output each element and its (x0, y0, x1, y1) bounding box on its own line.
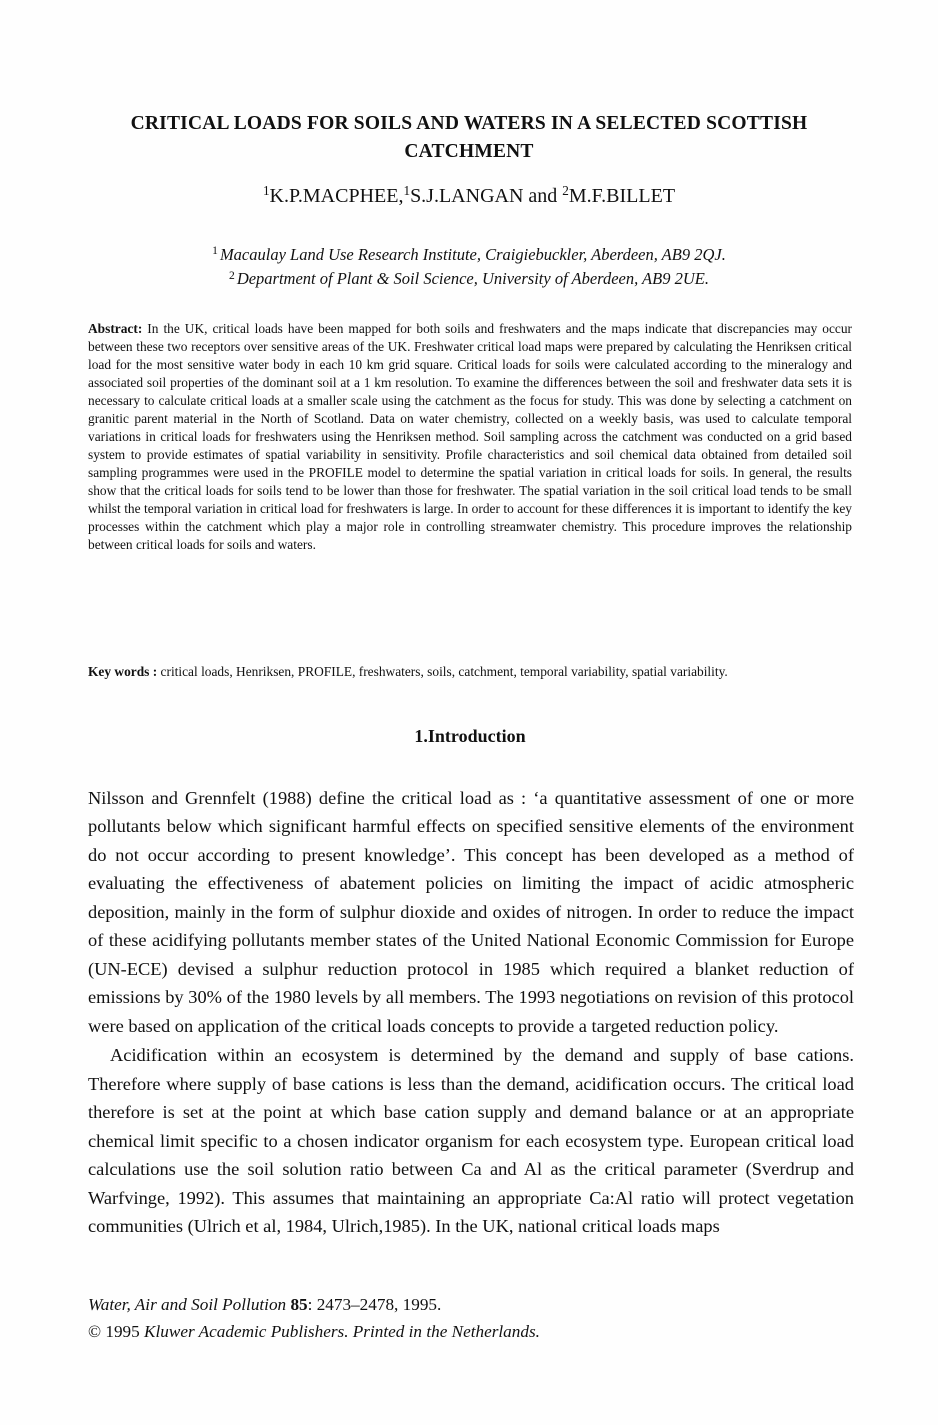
affiliation-block (88, 243, 850, 292)
keywords-text: critical loads, Henriksen, PROFILE, freshwaters, soils, catchment, temporal variability, spatial variability. (160, 664, 728, 679)
footer-citation-line (88, 1292, 788, 1319)
author-name-2: S.J.LANGAN and (410, 185, 558, 207)
page-footer (88, 1292, 788, 1345)
affiliation-marker-1: 1 (212, 245, 218, 258)
section-heading-introduction: 1.Introduction (414, 726, 526, 746)
author-line (88, 183, 850, 209)
affiliation-marker-2: 2 (229, 269, 235, 282)
author-marker-3: 2 (562, 183, 569, 199)
footer-pages: : 2473–2478, 1995. (307, 1295, 442, 1314)
paragraph-1: Nilsson and Grennfelt (1988) define the critical load as : ‘a quantitative assessment of one or more pollutants below which significant harmful effects on specified sensitive elements of the environment do not occur according to present knowledge’. This concept has been developed as a method of evaluating the effectiveness of abatement policies on limiting the impact of acidic atmospheric deposition, mainly in the form of sulphur dioxide and oxides of nitrogen. In order to reduce the impact of these acidifying pollutants member states of the United National Economic Commission for Europe (UN-ECE) devised a sulphur reduction protocol in 1985 which required a blanket reduction of emissions by 30% of the 1980 levels by all members. The 1993 negotiations on revision of this protocol were based on application of the critical loads concepts to provide a targeted reduction policy. (88, 788, 854, 1036)
keywords-label: Key words : (88, 664, 158, 679)
abstract-block (88, 320, 852, 554)
author-marker-2: 1 (403, 183, 411, 199)
abstract-text: In the UK, critical loads have been mapped for both soils and freshwaters and the maps indicate that discrepancies may occur between these two receptors over sensitive areas of the UK. Freshwater critical load maps were prepared by calculating the Henriksen critical load for the most sensitive water body in each 10 km grid square. Critical loads for soils were calculated according to the mineralogy and associated soil properties of the dominant soil at a 1 km resolution. To examine the differences between the soil and freshwater data sets it is necessary to calculate critical loads at a smaller scale using the catchment as the focus for study. This was done by selecting a catchment on granitic parent material in the North of Scotland. Data on water chemistry, collected on a weekly basis, was used to calculate temporal variations in critical loads for freshwaters using the Henriksen method. Soil sampling across the catchment was conducted on a grid based system to provide estimates of spatial variability in sensitivity. Profile characteristics and soil chemical data obtained from detailed soil sampling programmes were used in the PROFILE model to determine the spatial variation in critical loads for soils. In general, the results show that the critical loads for soils tend to be lower than those for freshwater. The spatial variation in the soil critical load tends to be small whilst the temporal variation in critical load for freshwaters is large. In order to account for these differences it is important to identify the key processes within the catchment which play a major role in controlling streamwater chemistry. This procedure improves the relationship between critical loads for soils and waters. (88, 321, 852, 553)
keywords-block (88, 663, 852, 681)
affiliation-line-2 (88, 267, 850, 291)
author-marker-1: 1 (262, 183, 270, 199)
footer-publisher: Kluwer Academic Publishers. Printed in the Netherlands. (144, 1321, 540, 1341)
affiliation-text-1: Macaulay Land Use Research Institute, Craigiebuckler, Aberdeen, AB9 2QJ. (219, 245, 726, 264)
paragraph-2: Acidification within an ecosystem is determined by the demand and supply of base cations. Therefore where supply of base cations is less than the demand, acidification occurs. The critical load therefore is set at the point at which base cation supply and demand balance or at an appropriate chemical limit specific to a chosen indicator organism for each ecosystem type. European critical load calculations use the soil solution ratio between Ca and Al as the critical parameter (Sverdrup and Warfvinge, 1992). This assumes that maintaining an appropriate Ca:Al ratio will protect vegetation communities (Ulrich et al, 1984, Ulrich,1985). In the UK, national critical loads maps (88, 1045, 854, 1237)
footer-copyright-line (88, 1319, 788, 1346)
footer-copyright-year: 1995 (105, 1321, 140, 1341)
affiliation-line-1 (88, 243, 850, 267)
author-name-1: K.P.MACPHEE, (269, 185, 404, 207)
footer-journal: Water, Air and Soil Pollution (88, 1295, 287, 1314)
affiliation-text-2: Department of Plant & Soil Science, University of Aberdeen, AB9 2UE. (236, 269, 709, 289)
page-title: CRITICAL LOADS FOR SOILS AND WATERS IN A SELECTED SCOTTISH CATCHMENT (130, 113, 808, 162)
footer-volume: 85 (290, 1295, 308, 1314)
body-text (88, 784, 854, 1240)
copyright-icon: © (88, 1321, 102, 1341)
author-name-3: M.F.BILLET (568, 185, 676, 207)
abstract-label: Abstract: (88, 321, 143, 336)
